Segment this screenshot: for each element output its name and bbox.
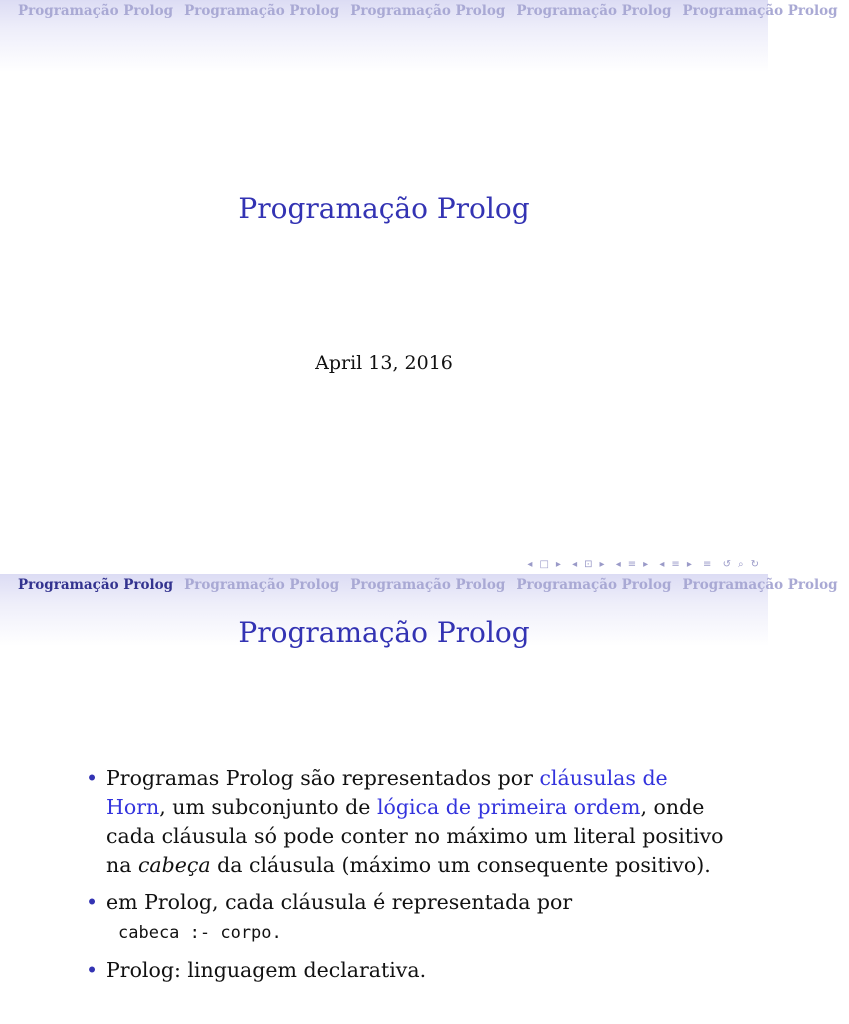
back-icon[interactable]: ↺: [722, 559, 732, 570]
bullet-icon: •: [86, 958, 99, 982]
next-document-icon[interactable]: ▸: [686, 559, 693, 570]
prev-frame-icon[interactable]: ◂: [527, 559, 534, 570]
document-icon[interactable]: ≡: [671, 559, 681, 570]
item-text: Programas Prolog são representados por: [106, 766, 540, 790]
section-tab[interactable]: Programação Prolog: [516, 577, 672, 593]
section-tab-active[interactable]: Programação Prolog: [18, 577, 174, 593]
section-nav: [18, 576, 849, 594]
first-order-logic-link[interactable]: lógica de primeira ordem: [376, 795, 641, 819]
beamer-navigation: [521, 559, 760, 570]
list-item: [86, 764, 726, 880]
bullet-list: [86, 764, 726, 993]
section-tab[interactable]: Programação Prolog: [184, 3, 340, 19]
section-tab[interactable]: Programação Prolog: [350, 3, 506, 19]
prev-subsection-icon[interactable]: ◂: [572, 559, 579, 570]
slide-date: April 13, 2016: [315, 352, 453, 374]
subsection-icon[interactable]: ⊡: [584, 559, 594, 570]
horn-clauses-link[interactable]: cláusulas de Horn: [106, 766, 668, 819]
section-tab[interactable]: Programação Prolog: [18, 3, 174, 19]
slide-2: [0, 574, 838, 1024]
prev-document-icon[interactable]: ◂: [659, 559, 666, 570]
section-tab[interactable]: Programação Prolog: [682, 3, 838, 19]
section-tab[interactable]: Programação Prolog: [682, 577, 838, 593]
frame-icon[interactable]: □: [539, 559, 550, 570]
section-tab[interactable]: Programação Prolog: [350, 577, 506, 593]
item-text: da cláusula (máximo um consequente positivo).: [210, 853, 711, 877]
list-item: [86, 888, 726, 948]
next-subsection-icon[interactable]: ▸: [599, 559, 606, 570]
item-text: , um subconjunto de: [159, 795, 377, 819]
frame-title: Programação Prolog: [238, 616, 530, 649]
prev-section-icon[interactable]: ◂: [615, 559, 622, 570]
code-snippet: cabeca :- corpo.: [118, 923, 282, 943]
next-frame-icon[interactable]: ▸: [555, 559, 562, 570]
emphasis-text: cabeça: [137, 853, 211, 877]
search-icon[interactable]: ⌕: [738, 559, 745, 570]
section-tab[interactable]: Programação Prolog: [184, 577, 340, 593]
bullet-icon: •: [86, 766, 99, 790]
item-text: , onde cada cláusula só pode conter no máximo um literal positivo na: [106, 795, 724, 877]
forward-icon[interactable]: ↻: [750, 559, 760, 570]
bullet-icon: •: [86, 890, 99, 914]
section-icon[interactable]: ≡: [627, 559, 638, 570]
section-nav: [18, 2, 849, 20]
list-item: [86, 956, 726, 985]
slide-title: Programação Prolog: [238, 192, 530, 225]
item-text: em Prolog, cada cláusula é representada por: [106, 890, 573, 914]
next-section-icon[interactable]: ▸: [643, 559, 650, 570]
section-tab[interactable]: Programação Prolog: [516, 3, 672, 19]
headline-bar: [0, 0, 838, 72]
appendix-icon[interactable]: ≡: [703, 559, 713, 570]
item-text: Prolog: linguagem declarativa.: [106, 958, 427, 982]
